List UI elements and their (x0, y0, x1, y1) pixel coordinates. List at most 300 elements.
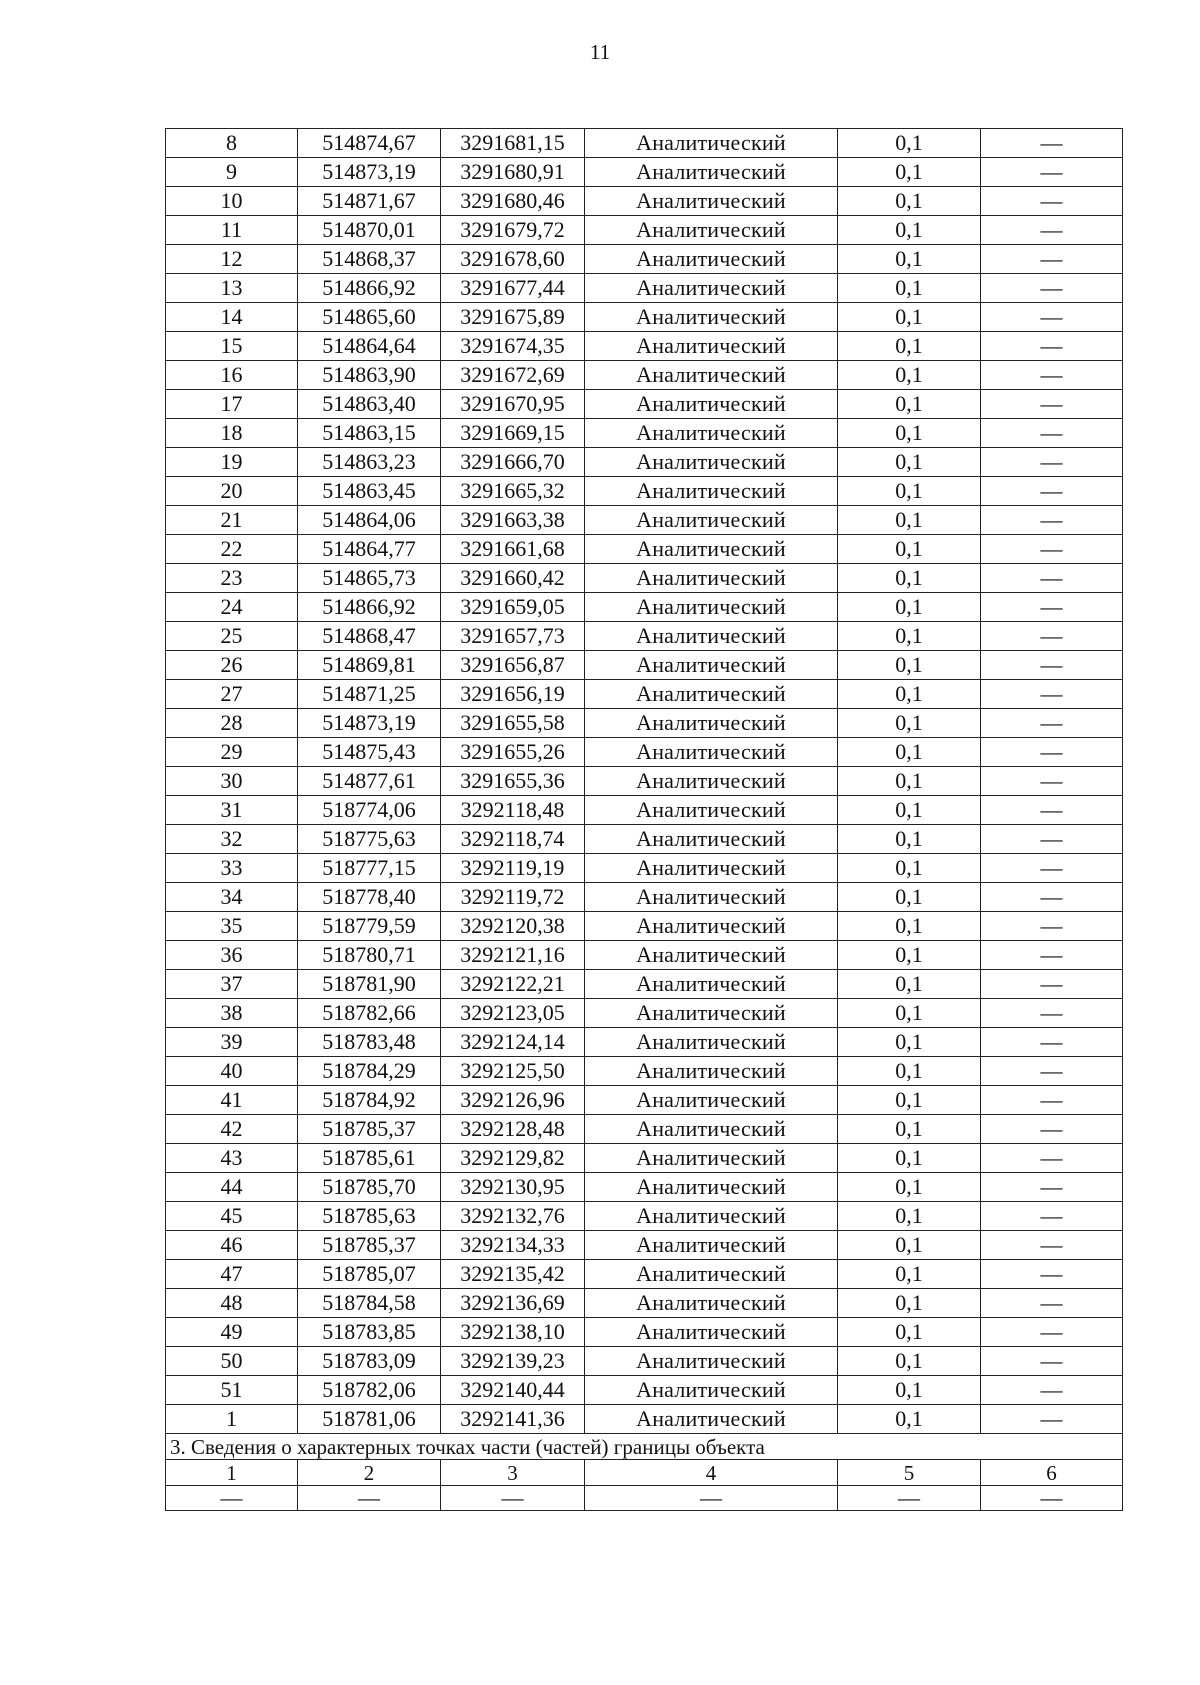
accuracy-cell: 0,1 (838, 1347, 981, 1376)
note-cell: — (981, 738, 1123, 767)
x-coordinate-cell: 514868,37 (298, 245, 441, 274)
section-3-header-row (166, 1460, 1123, 1486)
method-cell: Аналитический (585, 506, 838, 535)
y-coordinate-cell: 3291674,35 (441, 332, 585, 361)
point-number-cell: 28 (166, 709, 298, 738)
method-cell: Аналитический (585, 1289, 838, 1318)
y-coordinate-cell: 3292119,19 (441, 854, 585, 883)
x-coordinate-cell: 514874,67 (298, 129, 441, 158)
note-cell: — (981, 419, 1123, 448)
point-number-cell: 33 (166, 854, 298, 883)
table-row (166, 535, 1123, 564)
table-row (166, 1376, 1123, 1405)
y-coordinate-cell: 3291680,46 (441, 187, 585, 216)
accuracy-cell: 0,1 (838, 709, 981, 738)
method-cell: Аналитический (585, 1173, 838, 1202)
accuracy-cell: 0,1 (838, 535, 981, 564)
note-cell: — (981, 535, 1123, 564)
y-coordinate-cell: 3292130,95 (441, 1173, 585, 1202)
note-cell: — (981, 216, 1123, 245)
x-coordinate-cell: 518783,85 (298, 1318, 441, 1347)
table-row (166, 1115, 1123, 1144)
note-cell: — (981, 709, 1123, 738)
method-cell: Аналитический (585, 796, 838, 825)
x-coordinate-cell: 518783,48 (298, 1028, 441, 1057)
table-row (166, 767, 1123, 796)
y-coordinate-cell: 3292141,36 (441, 1405, 585, 1434)
accuracy-cell: 0,1 (838, 1260, 981, 1289)
point-number-cell: 13 (166, 274, 298, 303)
y-coordinate-cell: 3292140,44 (441, 1376, 585, 1405)
accuracy-cell: 0,1 (838, 1231, 981, 1260)
table-row (166, 303, 1123, 332)
note-cell: — (981, 796, 1123, 825)
note-cell: — (981, 825, 1123, 854)
method-cell: Аналитический (585, 1318, 838, 1347)
accuracy-cell: 0,1 (838, 854, 981, 883)
point-number-cell: 38 (166, 999, 298, 1028)
y-coordinate-cell: 3291659,05 (441, 593, 585, 622)
note-cell: — (981, 187, 1123, 216)
note-cell: — (981, 1086, 1123, 1115)
accuracy-cell: 0,1 (838, 1202, 981, 1231)
section-3-header-cell: 1 (166, 1460, 298, 1486)
point-number-cell: 22 (166, 535, 298, 564)
y-coordinate-cell: 3291672,69 (441, 361, 585, 390)
note-cell: — (981, 129, 1123, 158)
note-cell: — (981, 1115, 1123, 1144)
accuracy-cell: 0,1 (838, 941, 981, 970)
point-number-cell: 16 (166, 361, 298, 390)
x-coordinate-cell: 514866,92 (298, 593, 441, 622)
table-row (166, 245, 1123, 274)
point-number-cell: 50 (166, 1347, 298, 1376)
method-cell: Аналитический (585, 680, 838, 709)
y-coordinate-cell: 3292136,69 (441, 1289, 585, 1318)
point-number-cell: 51 (166, 1376, 298, 1405)
table-row (166, 1028, 1123, 1057)
accuracy-cell: 0,1 (838, 651, 981, 680)
table-row (166, 738, 1123, 767)
method-cell: Аналитический (585, 1057, 838, 1086)
y-coordinate-cell: 3292132,76 (441, 1202, 585, 1231)
point-number-cell: 45 (166, 1202, 298, 1231)
x-coordinate-cell: 514866,92 (298, 274, 441, 303)
x-coordinate-cell: 518775,63 (298, 825, 441, 854)
table-row (166, 390, 1123, 419)
note-cell: — (981, 1318, 1123, 1347)
accuracy-cell: 0,1 (838, 506, 981, 535)
note-cell: — (981, 912, 1123, 941)
y-coordinate-cell: 3291680,91 (441, 158, 585, 187)
note-cell: — (981, 1057, 1123, 1086)
x-coordinate-cell: 514863,23 (298, 448, 441, 477)
point-number-cell: 12 (166, 245, 298, 274)
y-coordinate-cell: 3292139,23 (441, 1347, 585, 1376)
table-row (166, 854, 1123, 883)
point-number-cell: 20 (166, 477, 298, 506)
point-number-cell: 11 (166, 216, 298, 245)
point-number-cell: 36 (166, 941, 298, 970)
section-3-title: 3. Сведения о характерных точках части (частей) границы объекта (166, 1434, 1123, 1460)
x-coordinate-cell: 518785,70 (298, 1173, 441, 1202)
table-row (166, 709, 1123, 738)
accuracy-cell: 0,1 (838, 448, 981, 477)
point-number-cell: 24 (166, 593, 298, 622)
point-number-cell: 30 (166, 767, 298, 796)
point-number-cell: 41 (166, 1086, 298, 1115)
x-coordinate-cell: 518784,58 (298, 1289, 441, 1318)
y-coordinate-cell: 3291669,15 (441, 419, 585, 448)
y-coordinate-cell: 3292120,38 (441, 912, 585, 941)
point-number-cell: 47 (166, 1260, 298, 1289)
point-number-cell: 39 (166, 1028, 298, 1057)
note-cell: — (981, 1405, 1123, 1434)
y-coordinate-cell: 3292118,74 (441, 825, 585, 854)
accuracy-cell: 0,1 (838, 1405, 981, 1434)
point-number-cell: 48 (166, 1289, 298, 1318)
point-number-cell: 21 (166, 506, 298, 535)
point-number-cell: 26 (166, 651, 298, 680)
method-cell: Аналитический (585, 970, 838, 999)
note-cell: — (981, 477, 1123, 506)
x-coordinate-cell: 518782,66 (298, 999, 441, 1028)
method-cell: Аналитический (585, 419, 838, 448)
method-cell: Аналитический (585, 1144, 838, 1173)
x-coordinate-cell: 518784,92 (298, 1086, 441, 1115)
y-coordinate-cell: 3291655,26 (441, 738, 585, 767)
section-3-header-cell: 5 (838, 1460, 981, 1486)
y-coordinate-cell: 3291660,42 (441, 564, 585, 593)
method-cell: Аналитический (585, 1376, 838, 1405)
x-coordinate-cell: 518779,59 (298, 912, 441, 941)
point-number-cell: 49 (166, 1318, 298, 1347)
table-row (166, 361, 1123, 390)
y-coordinate-cell: 3292121,16 (441, 941, 585, 970)
note-cell: — (981, 506, 1123, 535)
method-cell: Аналитический (585, 274, 838, 303)
y-coordinate-cell: 3292126,96 (441, 1086, 585, 1115)
note-cell: — (981, 1260, 1123, 1289)
accuracy-cell: 0,1 (838, 332, 981, 361)
y-coordinate-cell: 3292123,05 (441, 999, 585, 1028)
point-number-cell: 18 (166, 419, 298, 448)
method-cell: Аналитический (585, 158, 838, 187)
point-number-cell: 43 (166, 1144, 298, 1173)
note-cell: — (981, 1144, 1123, 1173)
y-coordinate-cell: 3292134,33 (441, 1231, 585, 1260)
table-row (166, 622, 1123, 651)
note-cell: — (981, 1202, 1123, 1231)
table-row (166, 1086, 1123, 1115)
method-cell: Аналитический (585, 129, 838, 158)
method-cell: Аналитический (585, 477, 838, 506)
method-cell: Аналитический (585, 448, 838, 477)
note-cell: — (981, 970, 1123, 999)
section-3-empty-cell: — (298, 1486, 441, 1511)
point-number-cell: 46 (166, 1231, 298, 1260)
method-cell: Аналитический (585, 825, 838, 854)
note-cell: — (981, 1376, 1123, 1405)
x-coordinate-cell: 514863,90 (298, 361, 441, 390)
y-coordinate-cell: 3291679,72 (441, 216, 585, 245)
note-cell: — (981, 245, 1123, 274)
section-3-header-cell: 2 (298, 1460, 441, 1486)
point-number-cell: 19 (166, 448, 298, 477)
y-coordinate-cell: 3292125,50 (441, 1057, 585, 1086)
note-cell: — (981, 274, 1123, 303)
y-coordinate-cell: 3291655,58 (441, 709, 585, 738)
method-cell: Аналитический (585, 245, 838, 274)
accuracy-cell: 0,1 (838, 1086, 981, 1115)
method-cell: Аналитический (585, 709, 838, 738)
y-coordinate-cell: 3291681,15 (441, 129, 585, 158)
x-coordinate-cell: 514873,19 (298, 158, 441, 187)
accuracy-cell: 0,1 (838, 825, 981, 854)
note-cell: — (981, 332, 1123, 361)
y-coordinate-cell: 3292129,82 (441, 1144, 585, 1173)
note-cell: — (981, 651, 1123, 680)
method-cell: Аналитический (585, 1086, 838, 1115)
x-coordinate-cell: 514864,64 (298, 332, 441, 361)
point-number-cell: 31 (166, 796, 298, 825)
accuracy-cell: 0,1 (838, 1289, 981, 1318)
x-coordinate-cell: 514865,60 (298, 303, 441, 332)
accuracy-cell: 0,1 (838, 912, 981, 941)
method-cell: Аналитический (585, 1405, 838, 1434)
table-row (166, 1289, 1123, 1318)
note-cell: — (981, 564, 1123, 593)
x-coordinate-cell: 514863,45 (298, 477, 441, 506)
y-coordinate-cell: 3292128,48 (441, 1115, 585, 1144)
point-number-cell: 27 (166, 680, 298, 709)
accuracy-cell: 0,1 (838, 1028, 981, 1057)
x-coordinate-cell: 518785,37 (298, 1115, 441, 1144)
x-coordinate-cell: 518785,37 (298, 1231, 441, 1260)
method-cell: Аналитический (585, 332, 838, 361)
table-row (166, 1260, 1123, 1289)
accuracy-cell: 0,1 (838, 477, 981, 506)
note-cell: — (981, 158, 1123, 187)
point-number-cell: 8 (166, 129, 298, 158)
accuracy-cell: 0,1 (838, 245, 981, 274)
x-coordinate-cell: 518774,06 (298, 796, 441, 825)
section-3-empty-cell: — (441, 1486, 585, 1511)
table-row (166, 564, 1123, 593)
y-coordinate-cell: 3291670,95 (441, 390, 585, 419)
note-cell: — (981, 680, 1123, 709)
y-coordinate-cell: 3291655,36 (441, 767, 585, 796)
x-coordinate-cell: 514868,47 (298, 622, 441, 651)
table-row (166, 332, 1123, 361)
y-coordinate-cell: 3292124,14 (441, 1028, 585, 1057)
accuracy-cell: 0,1 (838, 970, 981, 999)
table-row (166, 593, 1123, 622)
method-cell: Аналитический (585, 1347, 838, 1376)
y-coordinate-cell: 3292119,72 (441, 883, 585, 912)
y-coordinate-cell: 3291675,89 (441, 303, 585, 332)
section-3-header-cell: 4 (585, 1460, 838, 1486)
method-cell: Аналитический (585, 1028, 838, 1057)
table-row (166, 1202, 1123, 1231)
x-coordinate-cell: 518785,63 (298, 1202, 441, 1231)
table-row (166, 274, 1123, 303)
table-row (166, 1405, 1123, 1434)
table-row (166, 970, 1123, 999)
x-coordinate-cell: 518783,09 (298, 1347, 441, 1376)
note-cell: — (981, 883, 1123, 912)
method-cell: Аналитический (585, 999, 838, 1028)
note-cell: — (981, 390, 1123, 419)
y-coordinate-cell: 3291665,32 (441, 477, 585, 506)
note-cell: — (981, 448, 1123, 477)
x-coordinate-cell: 514873,19 (298, 709, 441, 738)
table-row (166, 651, 1123, 680)
accuracy-cell: 0,1 (838, 303, 981, 332)
page-number: 11 (589, 40, 611, 64)
y-coordinate-cell: 3292122,21 (441, 970, 585, 999)
x-coordinate-cell: 518778,40 (298, 883, 441, 912)
table-row (166, 825, 1123, 854)
accuracy-cell: 0,1 (838, 1144, 981, 1173)
accuracy-cell: 0,1 (838, 622, 981, 651)
y-coordinate-cell: 3291663,38 (441, 506, 585, 535)
point-number-cell: 32 (166, 825, 298, 854)
x-coordinate-cell: 518780,71 (298, 941, 441, 970)
x-coordinate-cell: 514877,61 (298, 767, 441, 796)
table-row (166, 187, 1123, 216)
y-coordinate-cell: 3291656,87 (441, 651, 585, 680)
accuracy-cell: 0,1 (838, 1318, 981, 1347)
accuracy-cell: 0,1 (838, 274, 981, 303)
method-cell: Аналитический (585, 912, 838, 941)
method-cell: Аналитический (585, 1115, 838, 1144)
x-coordinate-cell: 518777,15 (298, 854, 441, 883)
note-cell: — (981, 941, 1123, 970)
point-number-cell: 42 (166, 1115, 298, 1144)
section-3-empty-row (166, 1486, 1123, 1511)
point-number-cell: 10 (166, 187, 298, 216)
note-cell: — (981, 1028, 1123, 1057)
point-number-cell: 14 (166, 303, 298, 332)
x-coordinate-cell: 514864,06 (298, 506, 441, 535)
method-cell: Аналитический (585, 564, 838, 593)
table-row (166, 158, 1123, 187)
method-cell: Аналитический (585, 854, 838, 883)
note-cell: — (981, 854, 1123, 883)
method-cell: Аналитический (585, 738, 838, 767)
x-coordinate-cell: 514865,73 (298, 564, 441, 593)
note-cell: — (981, 1347, 1123, 1376)
x-coordinate-cell: 514871,25 (298, 680, 441, 709)
note-cell: — (981, 999, 1123, 1028)
section-3-empty-cell: — (585, 1486, 838, 1511)
accuracy-cell: 0,1 (838, 767, 981, 796)
table-row (166, 1347, 1123, 1376)
x-coordinate-cell: 514870,01 (298, 216, 441, 245)
section-3-title-row (166, 1434, 1123, 1460)
note-cell: — (981, 1231, 1123, 1260)
y-coordinate-cell: 3292138,10 (441, 1318, 585, 1347)
x-coordinate-cell: 518782,06 (298, 1376, 441, 1405)
point-number-cell: 34 (166, 883, 298, 912)
table-row (166, 912, 1123, 941)
y-coordinate-cell: 3291657,73 (441, 622, 585, 651)
point-number-cell: 29 (166, 738, 298, 767)
accuracy-cell: 0,1 (838, 129, 981, 158)
table-row (166, 796, 1123, 825)
accuracy-cell: 0,1 (838, 1173, 981, 1202)
method-cell: Аналитический (585, 767, 838, 796)
note-cell: — (981, 622, 1123, 651)
accuracy-cell: 0,1 (838, 738, 981, 767)
table-row (166, 999, 1123, 1028)
table-row (166, 448, 1123, 477)
note-cell: — (981, 361, 1123, 390)
accuracy-cell: 0,1 (838, 419, 981, 448)
point-number-cell: 35 (166, 912, 298, 941)
method-cell: Аналитический (585, 883, 838, 912)
y-coordinate-cell: 3292135,42 (441, 1260, 585, 1289)
method-cell: Аналитический (585, 941, 838, 970)
method-cell: Аналитический (585, 361, 838, 390)
accuracy-cell: 0,1 (838, 564, 981, 593)
table-row (166, 883, 1123, 912)
x-coordinate-cell: 514864,77 (298, 535, 441, 564)
section-3-empty-cell: — (838, 1486, 981, 1511)
accuracy-cell: 0,1 (838, 216, 981, 245)
accuracy-cell: 0,1 (838, 361, 981, 390)
table-row (166, 1144, 1123, 1173)
method-cell: Аналитический (585, 535, 838, 564)
coordinates-table (165, 128, 1123, 1511)
method-cell: Аналитический (585, 1231, 838, 1260)
note-cell: — (981, 767, 1123, 796)
table-row (166, 477, 1123, 506)
point-number-cell: 40 (166, 1057, 298, 1086)
y-coordinate-cell: 3291666,70 (441, 448, 585, 477)
y-coordinate-cell: 3291661,68 (441, 535, 585, 564)
table-row (166, 216, 1123, 245)
accuracy-cell: 0,1 (838, 593, 981, 622)
x-coordinate-cell: 518781,90 (298, 970, 441, 999)
method-cell: Аналитический (585, 390, 838, 419)
method-cell: Аналитический (585, 187, 838, 216)
accuracy-cell: 0,1 (838, 883, 981, 912)
point-number-cell: 25 (166, 622, 298, 651)
note-cell: — (981, 303, 1123, 332)
table-row (166, 506, 1123, 535)
point-number-cell: 15 (166, 332, 298, 361)
coordinates-table-body (166, 129, 1123, 1434)
table-row (166, 129, 1123, 158)
table-row (166, 680, 1123, 709)
accuracy-cell: 0,1 (838, 390, 981, 419)
point-number-cell: 17 (166, 390, 298, 419)
table-row (166, 1057, 1123, 1086)
accuracy-cell: 0,1 (838, 999, 981, 1028)
x-coordinate-cell: 514863,40 (298, 390, 441, 419)
method-cell: Аналитический (585, 216, 838, 245)
method-cell: Аналитический (585, 622, 838, 651)
x-coordinate-cell: 518784,29 (298, 1057, 441, 1086)
x-coordinate-cell: 518781,06 (298, 1405, 441, 1434)
method-cell: Аналитический (585, 651, 838, 680)
x-coordinate-cell: 514863,15 (298, 419, 441, 448)
note-cell: — (981, 1173, 1123, 1202)
table-row (166, 1231, 1123, 1260)
section-3-empty-cell: — (981, 1486, 1123, 1511)
